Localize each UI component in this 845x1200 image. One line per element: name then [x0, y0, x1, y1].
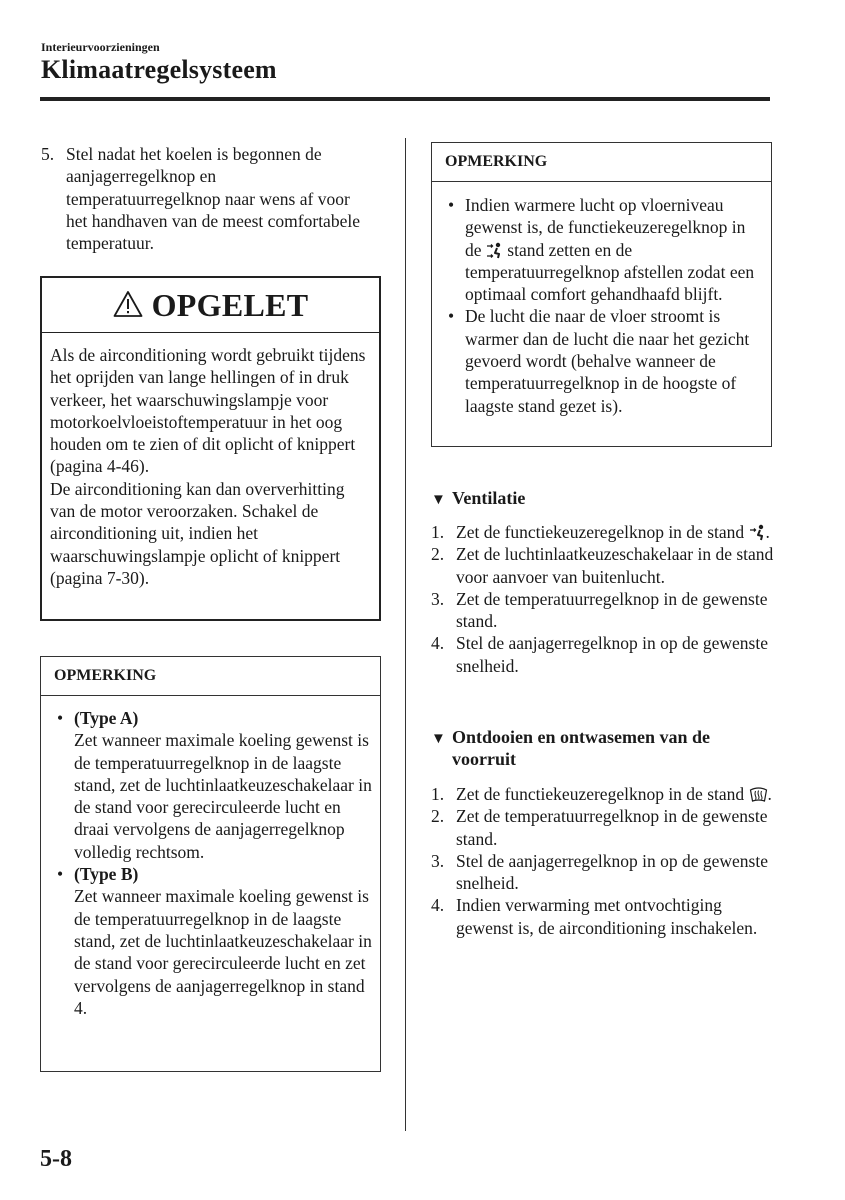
list-item	[41, 143, 371, 254]
list-item	[431, 805, 776, 850]
caution-paragraph: De airconditioning kan dan oververhitting van de motor veroorzaken. Schakel de airconditioning uit, indien het waarschuwingslampje oplicht of knippert (pagina 7-30).	[50, 478, 345, 588]
bullet: •	[57, 708, 64, 728]
note-item	[446, 194, 763, 305]
step-text: Zet de functiekeuzeregelknop in de stand	[456, 784, 745, 804]
step-number: 5.	[41, 144, 55, 164]
bullet: •	[448, 306, 455, 327]
face-mode-icon	[749, 524, 766, 541]
note-box-floor-air	[431, 142, 772, 447]
defrost-heading	[431, 726, 776, 771]
defrost-steps	[431, 783, 776, 939]
caution-paragraph: Als de airconditioning wordt gebruikt tijdens het oprijden van lange hellingen of in druk verkeer, het waarschuwingslampje voor motorkoelvloeistoftemperatuur in het oog houden om te zien of dit oplicht of knippert (pagina 4-46).	[50, 345, 366, 477]
caution-title: OPGELET	[151, 286, 309, 323]
step-number: 3.	[431, 588, 445, 609]
note-text: Indien warmere lucht op vloerniveau gewenst is, de functiekeuzeregelknop in de	[465, 195, 746, 260]
step-text: Zet de luchtinlaatkeuzeschakelaar in de stand voor aanvoer van buitenlucht.	[456, 544, 774, 587]
warning-triangle-icon	[113, 290, 143, 318]
note-item-type-b	[55, 863, 376, 1019]
step-text: Stel nadat het koelen is begonnen de aanjagerregelknop en temperatuurregelknop naar wens af voor het handhaven van de meest comfortabele temperatuur.	[66, 144, 360, 254]
step-number: 2.	[431, 806, 445, 827]
bullet: •	[448, 195, 455, 215]
note-text: stand zetten en de temperatuurregelknop afstellen zodat een optimaal comfort gehandhaafd blijft.	[465, 239, 755, 305]
heading-text: Ventilatie	[452, 488, 526, 508]
step-text: Zet de temperatuurregelknop in de gewenste stand.	[456, 806, 768, 849]
windshield-defrost-icon	[749, 786, 768, 803]
step-text: Indien verwarming met ontvochtiging gewenst is, de airconditioning inschakelen.	[456, 895, 758, 938]
list-item	[431, 543, 776, 588]
ventilation-steps	[431, 521, 776, 677]
step-number: 3.	[431, 850, 445, 871]
step-number: 4.	[431, 895, 445, 916]
caution-body	[42, 333, 379, 589]
type-b-text: Zet wanneer maximale koeling gewenst is de temperatuurregelknop in de laagste stand, zet de luchtinlaatkeuzeschakelaar in de stand voor gerecirculeerde lucht en zet vervolgens de aanjagerregelknop in stand 4.	[74, 886, 372, 1018]
note-item	[446, 305, 763, 416]
note-text: De lucht die naar de vloer stroomt is warmer dan de lucht die naar het gezicht gevoerd wordt (behalve wanneer de temperatuurregelknop in de hoogste of laagste stand gezet is).	[465, 306, 750, 416]
step-number: 1.	[431, 522, 445, 542]
note-body	[41, 696, 380, 1019]
list-item	[431, 632, 776, 677]
column-divider	[405, 138, 406, 1131]
step-text: Zet de temperatuurregelknop in de gewenste stand.	[456, 588, 768, 632]
note-title: OPMERKING	[41, 657, 380, 696]
caution-header	[42, 278, 379, 333]
heading-marker: ▼	[431, 492, 446, 508]
step-text-suffix: .	[767, 784, 772, 804]
note-box-cooling	[40, 656, 381, 1072]
type-a-label: (Type A)	[74, 708, 139, 728]
step-text-suffix: .	[765, 522, 770, 542]
type-b-label: (Type B)	[74, 864, 139, 885]
section-label: Interieurvoorzieningen	[41, 40, 160, 54]
heading-marker: ▼	[431, 731, 446, 747]
step-text: Stel de aanjagerregelknop in op de gewenste snelheid.	[456, 633, 768, 676]
list-item	[431, 894, 776, 939]
note-title: OPMERKING	[432, 143, 771, 182]
step-list-cooling	[41, 143, 371, 254]
page-title: Klimaatregelsysteem	[41, 55, 277, 84]
title-rule	[40, 97, 770, 101]
caution-box	[40, 276, 381, 621]
heading-text: Ontdooien en ontwasemen van de voorruit	[452, 727, 711, 770]
page-number: 5-8	[40, 1146, 72, 1172]
step-number: 4.	[431, 633, 445, 654]
note-item-type-a	[55, 707, 376, 863]
face-floor-mode-icon	[486, 242, 503, 259]
step-number: 2.	[431, 544, 445, 565]
step-text: Stel de aanjagerregelknop in op de gewenste snelheid.	[456, 850, 768, 894]
step-number: 1.	[431, 784, 445, 804]
ventilation-heading	[431, 487, 525, 511]
list-item	[431, 850, 776, 895]
list-item	[431, 783, 776, 805]
type-a-text: Zet wanneer maximale koeling gewenst is de temperatuurregelknop in de laagste stand, zet de luchtinlaatkeuzeschakelaar in de stand voor gerecirculeerde lucht en draai vervolgens de aanjagerregelknop volledig rechtsom.	[74, 730, 372, 862]
note-body	[432, 182, 771, 417]
step-text: Zet de functiekeuzeregelknop in de stand	[456, 522, 745, 542]
list-item	[431, 588, 776, 633]
bullet: •	[57, 864, 64, 885]
list-item	[431, 521, 776, 543]
